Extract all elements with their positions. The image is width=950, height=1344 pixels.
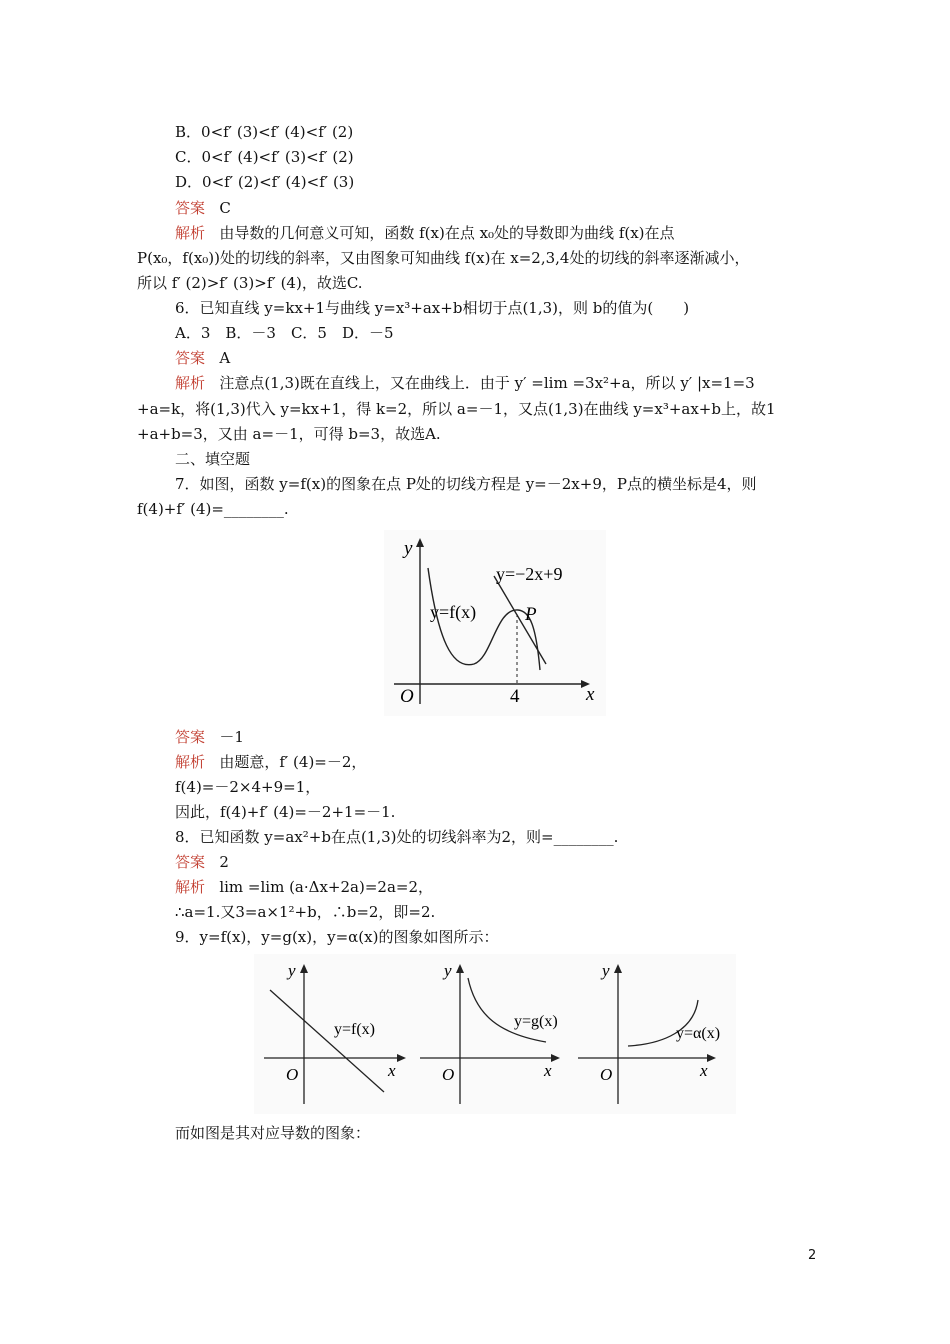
option-c: C．0<f′ (4)<f′ (3)<f′ (2): [175, 148, 354, 166]
analysis-text: lim =lim (a·Δx+2a)=2a=2，: [219, 878, 433, 896]
tick-4-label: 4: [510, 686, 520, 707]
analysis-label: 解析: [175, 224, 206, 242]
question-6-options: A．3 B．－3 C．5 D．－5: [175, 324, 394, 342]
figure-background: [254, 954, 736, 1114]
y-axis-label: y: [602, 961, 610, 980]
y-axis-label: y: [444, 961, 452, 980]
figure-tangent-graph: [384, 530, 606, 716]
analysis-5-line3: 所以 f′ (2)>f′ (3)>f′ (4)，故选C.: [137, 274, 363, 292]
x-axis-label: x: [586, 684, 595, 705]
function-label: y=α(x): [676, 1025, 721, 1042]
derivative-intro: 而如图是其对应导数的图象：: [175, 1124, 371, 1142]
figure-background: [384, 530, 606, 716]
analysis-label: 解析: [175, 878, 206, 896]
answer-8: [175, 852, 229, 872]
figure-three-functions: [254, 954, 736, 1114]
analysis-6-line1: [175, 373, 755, 393]
point-p-label: P: [525, 604, 537, 625]
analysis-6-line3: +a+b=3，又由 a=－1，可得 b=3，故选A.: [137, 425, 441, 443]
question-6: 6．已知直线 y=kx+1与曲线 y=x³+ax+b相切于点(1,3)，则 b的值为( ): [175, 299, 690, 317]
answer-label: 答案: [175, 349, 206, 367]
section-heading: 二、填空题: [175, 450, 251, 468]
tangent-label: y=−2x+9: [496, 564, 563, 584]
analysis-text: 由导数的几何意义可知，函数 f(x)在点 x₀处的导数即为曲线 f(x)在点: [219, 224, 675, 242]
origin-label: O: [442, 1065, 455, 1084]
analysis-5-line1: [175, 223, 675, 243]
answer-label: 答案: [175, 853, 206, 871]
question-7-line1: 7．如图，函数 y=f(x)的图象在点 P处的切线方程是 y=－2x+9，P点的横坐标是4，则: [175, 475, 757, 493]
y-axis-label: y: [288, 961, 296, 980]
answer-value: A: [219, 349, 231, 367]
answer-value: C: [219, 199, 231, 217]
answer-6: [175, 348, 230, 368]
answer-value: 2: [219, 853, 229, 871]
function-label: y=f(x): [334, 1021, 376, 1038]
answer-label: 答案: [175, 199, 206, 217]
analysis-8-line2: ∴a=1.又3=a×1²+b，∴b=2，即=2.: [175, 903, 436, 921]
origin-label: O: [286, 1065, 299, 1084]
question-7-line2: f(4)+f′ (4)=________.: [137, 500, 289, 518]
analysis-7-line3: 因此，f(4)+f′ (4)=－2+1=－1.: [175, 803, 396, 821]
function-label: y=g(x): [514, 1013, 558, 1030]
option-b: B．0<f′ (3)<f′ (4)<f′ (2): [175, 123, 354, 141]
option-d: D．0<f′ (2)<f′ (4)<f′ (3): [175, 173, 355, 191]
analysis-7-line2: f(4)=－2×4+9=1，: [175, 778, 321, 796]
analysis-text: 注意点(1,3)既在直线上，又在曲线上．由于 y′ =lim =3x²+a，所以 y′ |x=1=3: [219, 374, 755, 392]
x-axis-label: x: [388, 1061, 396, 1080]
origin-label: O: [600, 1065, 613, 1084]
analysis-6-line2: +a=k，将(1,3)代入 y=kx+1，得 k=2，所以 a=－1，又点(1,3)在曲线 y=x³+ax+b上，故1: [137, 400, 776, 418]
x-axis-label: x: [700, 1061, 708, 1080]
answer-5: [175, 198, 231, 218]
answer-label: 答案: [175, 728, 206, 746]
answer-7: [175, 727, 244, 747]
answer-value: －1: [219, 728, 244, 746]
analysis-5-line2: P(x₀，f(x₀))处的切线的斜率，又由图象可知曲线 f(x)在 x=2,3,4处的切线的斜率逐渐减小，: [137, 249, 750, 267]
curve-label: y=f(x): [430, 602, 477, 622]
analysis-8-line1: [175, 877, 433, 897]
y-axis-label: y: [404, 538, 413, 559]
analysis-7-line1: [175, 752, 366, 772]
origin-label: O: [400, 686, 414, 707]
analysis-label: 解析: [175, 374, 206, 392]
question-9: 9．y=f(x)，y=g(x)，y=α(x)的图象如图所示：: [175, 928, 499, 946]
x-axis-label: x: [544, 1061, 552, 1080]
question-8: 8．已知函数 y=ax²+b在点(1,3)处的切线斜率为2，则=________.: [175, 828, 619, 846]
analysis-text: 由题意，f′ (4)=－2，: [219, 753, 367, 771]
page-number: 2: [808, 1248, 817, 1263]
analysis-label: 解析: [175, 753, 206, 771]
